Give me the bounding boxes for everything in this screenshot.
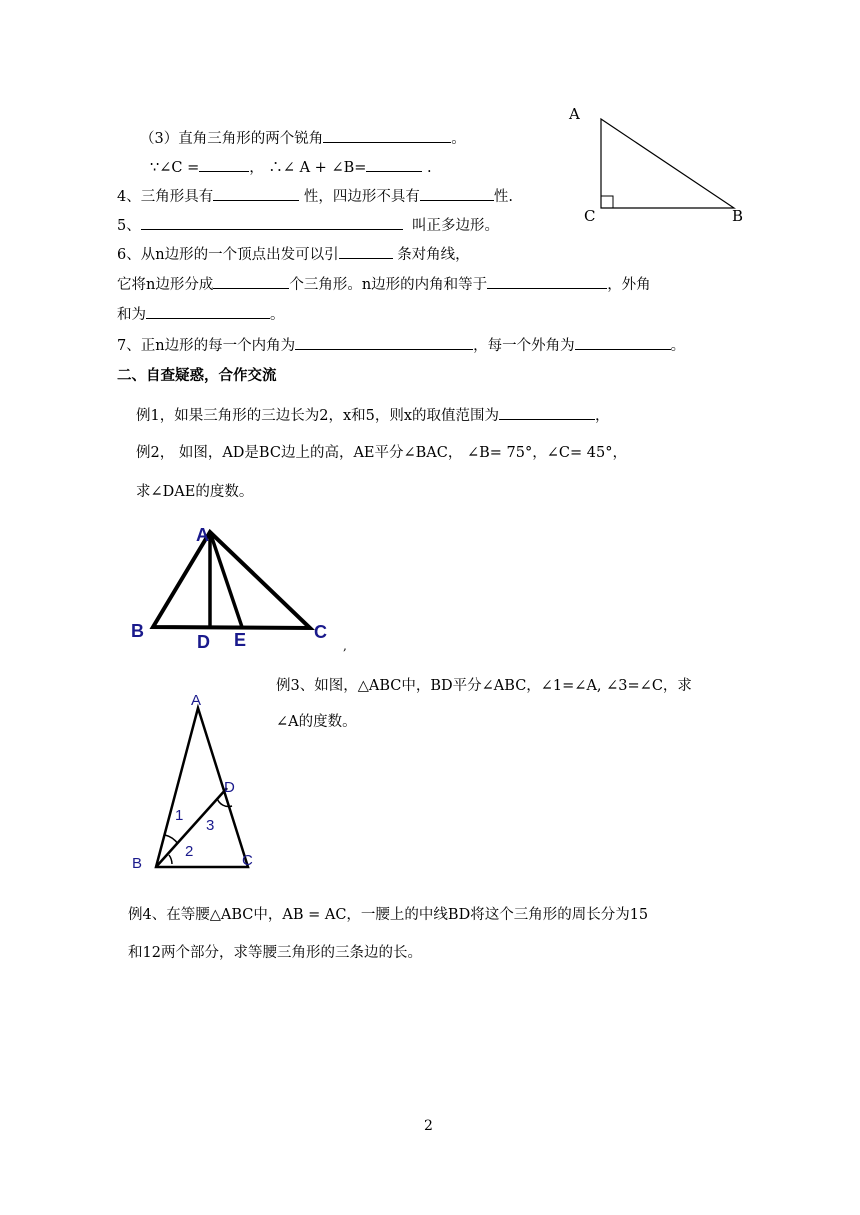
angle-label-3: 3	[206, 817, 215, 834]
comma-text: ，	[249, 160, 264, 176]
example-2-line1: 例2， 如图，AD是BC边上的高，AE平分∠BAC， ∠B= 75°，∠C= 45°，	[136, 445, 627, 461]
period-text: .	[427, 160, 432, 176]
question-7-part2: ，每一个外角为	[473, 338, 575, 354]
answer-blank[interactable]	[323, 128, 451, 143]
question-5-prefix: 5、	[117, 218, 141, 234]
section-heading: 二、自查疑惑，合作交流	[117, 368, 277, 384]
question-4-part3: 性.	[493, 189, 513, 205]
vertex-label-e: E	[234, 630, 247, 650]
example-4-line2: 和12两个部分，求等腰三角形的三条边的长。	[128, 945, 422, 961]
answer-blank[interactable]	[575, 335, 671, 350]
question-4	[117, 186, 513, 207]
answer-blank[interactable]	[499, 405, 595, 420]
example-1	[136, 405, 610, 426]
trailing-comma: ,	[343, 639, 347, 653]
question-6-line2	[117, 274, 651, 295]
question-6-line1	[117, 244, 470, 265]
vertex-label-d: D	[197, 632, 210, 652]
question-6-line2c: ，外角	[607, 277, 651, 293]
answer-blank[interactable]	[487, 274, 607, 289]
vertex-label-c: C	[314, 622, 327, 642]
answer-blank[interactable]	[199, 157, 249, 172]
question-3-label: （3）直角三角形的两个锐角	[140, 131, 324, 147]
because-text: ∵∠C =	[150, 160, 200, 176]
question-7-part1: 7、正n边形的每一个内角为	[117, 338, 296, 354]
example-1-end: ，	[595, 408, 610, 424]
vertex-label-a: A	[191, 692, 202, 709]
question-5-suffix: 叫正多边形。	[411, 218, 499, 234]
vertex-label-a: A	[196, 525, 209, 545]
example-1-text: 例1，如果三角形的三边长为2，x和5，则x的取值范围为	[136, 408, 500, 424]
answer-blank[interactable]	[295, 335, 473, 350]
question-6-line3a: 和为	[117, 307, 146, 323]
therefore-text: ∴∠ A + ∠B=	[268, 160, 367, 176]
vertex-label-d: D	[224, 779, 235, 796]
answer-blank[interactable]	[213, 186, 299, 201]
triangle-bd-figure	[125, 690, 275, 880]
question-6-line2a: 它将n边形分成	[117, 277, 214, 293]
question-5	[117, 215, 499, 236]
angle-label-2: 2	[185, 843, 194, 860]
answer-blank[interactable]	[366, 157, 422, 172]
triangle-ade-figure	[128, 520, 368, 660]
vertex-label-c: C	[584, 207, 596, 225]
page-number: 2	[424, 1118, 433, 1134]
question-6-part2: 条对角线，	[397, 247, 470, 263]
answer-blank[interactable]	[420, 186, 494, 201]
example-2-line2: 求∠DAE的度数。	[136, 484, 254, 500]
answer-blank[interactable]	[146, 304, 270, 319]
right-triangle-figure	[560, 100, 760, 230]
question-4-part1: 4、三角形具有	[117, 189, 214, 205]
example-3-line2: ∠A的度数。	[276, 714, 357, 730]
example-4-line1: 例4、在等腰△ABC中，AB = AC，一腰上的中线BD将这个三角形的周长分为15	[128, 907, 649, 923]
vertex-label-b: B	[132, 855, 143, 872]
question-6-line3	[117, 304, 285, 325]
vertex-label-c: C	[242, 852, 253, 869]
question-3-reasoning	[150, 157, 432, 178]
question-7	[117, 335, 685, 356]
vertex-label-a: A	[569, 105, 580, 123]
question-4-part2: 性，四边形不具有	[303, 189, 420, 205]
answer-blank[interactable]	[213, 274, 289, 289]
vertex-label-b: B	[732, 207, 744, 225]
question-7-part3: 。	[670, 338, 686, 354]
answer-blank[interactable]	[339, 244, 393, 259]
angle-label-1: 1	[175, 807, 184, 824]
answer-blank[interactable]	[141, 215, 403, 230]
question-3-end: 。	[451, 131, 466, 147]
question-6-part1: 6、从n边形的一个顶点出发可以引	[117, 247, 339, 263]
example-3-line1: 例3、如图，△ABC中，BD平分∠ABC，∠1=∠A, ∠3=∠C，求	[276, 678, 692, 694]
question-6-line3b: 。	[270, 307, 285, 323]
question-6-line2b: 个三角形。n边形的内角和等于	[289, 277, 488, 293]
question-3	[140, 128, 466, 149]
vertex-label-b: B	[131, 621, 144, 641]
